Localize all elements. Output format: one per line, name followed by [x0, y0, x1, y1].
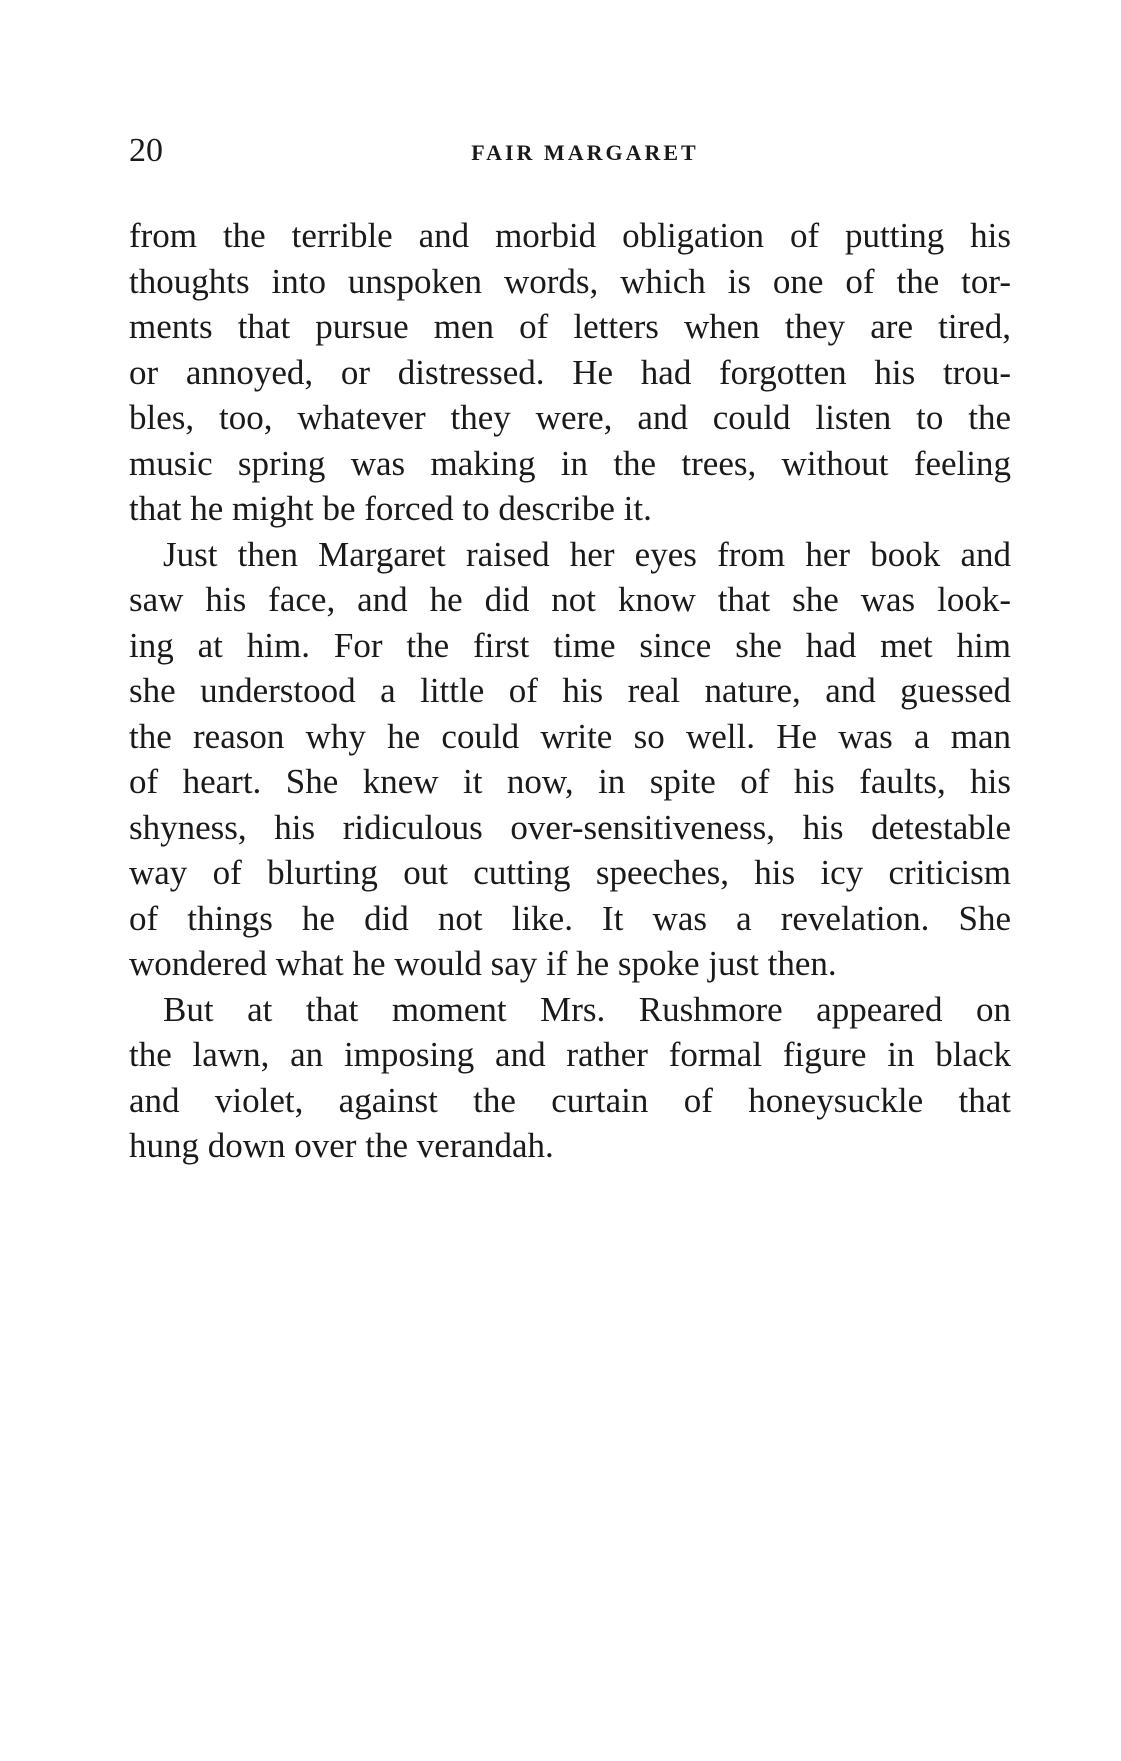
text-line: wondered what he would say if he spoke just then. [129, 944, 837, 983]
text-line: ments that pursue men of letters when they are tired, [129, 307, 1011, 346]
text-line: or annoyed, or distressed. He had forgotten his trou- [129, 352, 1011, 392]
text-line: But at that moment Mrs. Rushmore appeared on [163, 989, 1011, 1029]
text-line: way of blurting out cutting speeches, his icy criticism [129, 853, 1011, 892]
text-line: Just then Margaret raised her eyes from her book and [163, 534, 1011, 574]
text-line: that he might be forced to describe it. [129, 489, 652, 528]
body-text [129, 213, 1011, 1169]
text-line: shyness, his ridiculous over-sensitiveness, his detestable [129, 807, 1011, 847]
text-line: the lawn, an imposing and rather formal figure in black [129, 1035, 1011, 1074]
text-line: thoughts into unspoken words, which is one of the tor- [129, 261, 1011, 301]
paragraph-2 [129, 532, 1011, 987]
text-line: bles, too, whatever they were, and could listen to the [129, 398, 1011, 437]
text-line: of heart. She knew it now, in spite of his faults, his [129, 762, 1011, 801]
running-title: FAIR MARGARET [471, 140, 699, 165]
page-number: 20 [129, 132, 163, 169]
text-line: music spring was making in the trees, without feeling [129, 443, 1011, 483]
text-line: and violet, against the curtain of honeysuckle that [129, 1080, 1011, 1120]
running-head [129, 128, 1011, 174]
text-line: hung down over the verandah. [129, 1126, 554, 1165]
paragraph-1 [129, 213, 1011, 532]
text-line: of things he did not like. It was a revelation. She [129, 898, 1011, 938]
text-line: from the terrible and morbid obligation of putting his [129, 216, 1011, 255]
text-line: she understood a little of his real nature, and guessed [129, 671, 1011, 710]
text-line: ing at him. For the first time since she had met him [129, 625, 1011, 665]
text-line: the reason why he could write so well. He was a man [129, 716, 1011, 756]
paragraph-3 [129, 987, 1011, 1169]
text-line: saw his face, and he did not know that she was look- [129, 580, 1011, 619]
